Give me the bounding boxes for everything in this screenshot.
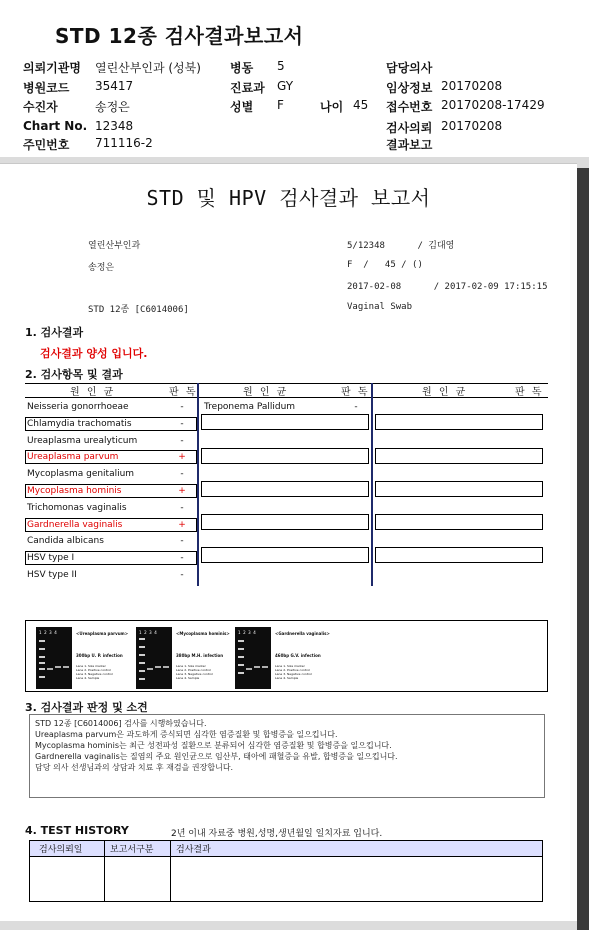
col-pathogen-2: 원 인 균	[243, 387, 289, 398]
marker-band	[39, 662, 45, 664]
marker-band	[139, 654, 145, 656]
marker-band	[39, 648, 45, 650]
marker-band	[39, 676, 45, 678]
info-clinic: 열린산부인과	[88, 241, 141, 251]
ward-label: 병동	[230, 61, 254, 75]
hospital-code-label: 병원코드	[23, 81, 70, 95]
gel-caption: <Ureaplasma parvum>	[76, 631, 129, 636]
sample-band	[163, 666, 169, 668]
opinion-line: Ureaplasma parvum은 과도하게 증식되면 심각한 염증질환 및 합병증을 일으킵니다.	[35, 730, 338, 739]
pathogen-name: Ureaplasma parvum	[27, 452, 119, 462]
gel-legend: Lane 1. Size marker Lane 2. Positive control Lane 3. Negative control Lane 4. Sample	[76, 664, 113, 680]
empty-result-box	[375, 514, 543, 530]
lane-numbers: 1 2 3 4	[39, 630, 57, 635]
doctor-label: 담당의사	[386, 61, 433, 75]
request-label: 검사의뢰	[386, 121, 433, 135]
gel-band-label: 380bp M.H. infection	[176, 653, 224, 658]
history-note: 2년 이내 자료중 병원,성명,생년월일 일치자료 입니다.	[171, 829, 383, 839]
info-patient: 송정은	[88, 263, 115, 273]
gel-band-label: 300bp U. P. infection	[76, 653, 123, 658]
sex-label: 성별	[230, 100, 254, 114]
pathogen-name: Neisseria gonorrhoeae	[27, 402, 129, 412]
chart-value: 12348	[95, 119, 134, 133]
sample-band	[147, 668, 153, 670]
marker-band	[39, 656, 45, 658]
col-pathogen-1: 원 인 균	[70, 387, 116, 398]
report-date-label: 결과보고	[386, 138, 433, 152]
positive-result-message: 검사결과 양성 입니다.	[40, 347, 148, 360]
marker-band	[238, 640, 244, 642]
opinion-line: STD 12종 [C6014006] 검사를 시행하였습니다.	[35, 719, 207, 728]
report-title: STD 12종 검사결과보고서	[55, 24, 304, 48]
col-judge-1: 판 독	[169, 387, 198, 398]
info-chart-doctor: 5/12348 / 김대영	[347, 241, 455, 251]
dept-value: GY	[277, 79, 294, 93]
dept-label: 진료과	[230, 81, 265, 95]
empty-result-box	[201, 514, 369, 530]
report-page-title: STD 및 HPV 검사결과 보고서	[146, 186, 431, 210]
marker-band	[139, 638, 145, 640]
opinion-line: Mycoplasma hominis는 최근 성전파성 질환으로 분류되어 심각한 염증질환 및 합병증을 일으킵니다.	[35, 741, 392, 750]
sample-band	[55, 666, 61, 668]
marker-band	[139, 678, 145, 680]
gel-photo	[235, 627, 271, 689]
column-divider-2	[371, 383, 373, 586]
resident-label: 주민번호	[23, 138, 70, 152]
history-header-row	[30, 841, 542, 857]
pathogen-name: Trichomonas vaginalis	[27, 503, 127, 513]
marker-band	[139, 670, 145, 672]
pathogen-name: HSV type I	[27, 553, 75, 563]
info-dates: 2017-02-08 / 2017-02-09 17:15:15	[347, 282, 548, 292]
pathogen-name: Mycoplasma hominis	[27, 486, 122, 496]
section-2-heading: 2. 검사항목 및 결과	[25, 368, 123, 381]
lane-numbers: 1 2 3 4	[139, 630, 157, 635]
request-value: 20170208	[441, 119, 503, 133]
info-sex-age: F / 45 / ()	[347, 260, 423, 270]
institution-value: 열린산부인과 (성북)	[95, 61, 201, 75]
col-judge-3: 판 독	[515, 387, 544, 398]
pathogen-name: HSV type II	[27, 570, 77, 580]
gel-legend: Lane 1. Size marker Lane 2. Positive control Lane 3. Negative control Lane 4. Sample	[275, 664, 312, 680]
history-col-date: 검사의뢰일	[39, 845, 83, 855]
pathogen-result: -	[180, 553, 184, 563]
empty-result-box	[201, 448, 369, 464]
chart-label: Chart No.	[23, 119, 88, 133]
history-col-sep	[104, 840, 105, 902]
gel-photo	[36, 627, 72, 689]
treponema-label: Treponema Pallidum	[204, 402, 296, 412]
pathogen-name: Gardnerella vaginalis	[27, 520, 123, 530]
opinion-line: Gardnerella vaginalis는 질염의 주요 원인균으로 임산부, 태아에 패혈증을 유발, 합병증을 일으킵니다.	[35, 752, 398, 761]
age-label: 나이	[320, 100, 344, 114]
sample-band	[246, 668, 252, 670]
sample-band	[47, 668, 53, 670]
marker-band	[139, 646, 145, 648]
column-divider-1	[197, 383, 199, 586]
clinical-value: 20170208	[441, 79, 503, 93]
gel-legend: Lane 1. Size marker Lane 2. Positive control Lane 3. Negative control Lane 4. Sample	[176, 664, 213, 680]
sample-band	[254, 666, 260, 668]
gel-band-label: 460bp G.V. infection	[275, 653, 321, 658]
empty-result-box	[201, 414, 369, 430]
marker-band	[139, 662, 145, 664]
institution-label: 의뢰기관명	[23, 61, 81, 75]
pathogen-result: -	[180, 469, 184, 479]
empty-result-box	[375, 414, 543, 430]
sample-band	[262, 666, 268, 668]
pathogen-result: -	[180, 503, 184, 513]
col-judge-2: 판 독	[341, 387, 370, 398]
pathogen-result: -	[180, 570, 184, 580]
sex-value: F	[277, 98, 284, 112]
marker-band	[39, 668, 45, 670]
section-1-heading: 1. 검사결과	[25, 326, 84, 339]
receipt-label: 접수번호	[386, 100, 433, 114]
gel-caption: <Gardnerella vaginalis>	[275, 631, 330, 636]
empty-result-box	[375, 448, 543, 464]
patient-label: 수진자	[23, 100, 58, 114]
age-value: 45	[353, 98, 369, 112]
info-specimen: Vaginal Swab	[347, 302, 413, 312]
pathogen-result: -	[180, 402, 184, 412]
pathogen-result: -	[180, 419, 184, 429]
pathogen-name: Mycoplasma genitalium	[27, 469, 135, 479]
resident-value: 711116-2	[95, 136, 153, 150]
lane-numbers: 1 2 3 4	[238, 630, 256, 635]
empty-result-box	[375, 547, 543, 563]
treponema-result: -	[354, 402, 358, 412]
empty-result-box	[201, 547, 369, 563]
vertical-scrollbar[interactable]	[577, 168, 589, 930]
marker-band	[238, 648, 244, 650]
receipt-value: 20170208-17429	[441, 98, 545, 112]
sample-band	[155, 666, 161, 668]
patient-value: 송정은	[95, 100, 130, 114]
marker-band	[39, 640, 45, 642]
empty-result-box	[375, 481, 543, 497]
empty-result-box	[201, 481, 369, 497]
pathogen-result: +	[178, 520, 186, 530]
col-pathogen-3: 원 인 균	[422, 387, 468, 398]
section-4-heading: 4. TEST HISTORY	[25, 824, 129, 837]
pathogen-result: -	[180, 436, 184, 446]
pathogen-result: -	[180, 536, 184, 546]
section-3-heading: 3. 검사결과 판정 및 소견	[25, 701, 148, 714]
hospital-code-value: 35417	[95, 79, 134, 93]
history-col-sep	[170, 840, 171, 902]
gel-caption: <Mycoplasma hominis>	[176, 631, 230, 636]
pathogen-result: +	[178, 452, 186, 462]
pathogen-name: Candida albicans	[27, 536, 104, 546]
marker-band	[238, 656, 244, 658]
opinion-line: 담당 의사 선생님과의 상담과 치료 후 재검을 권장합니다.	[35, 763, 234, 772]
history-col-result: 검사결과	[176, 845, 211, 855]
marker-band	[238, 664, 244, 666]
marker-band	[238, 672, 244, 674]
sample-band	[63, 666, 69, 668]
clinical-label: 임상정보	[386, 81, 433, 95]
pathogen-name: Ureaplasma urealyticum	[27, 436, 138, 446]
pathogen-name: Chlamydia trachomatis	[27, 419, 132, 429]
pathogen-result: +	[178, 486, 186, 496]
info-test: STD 12종 [C6014006]	[88, 305, 189, 315]
history-col-type: 보고서구분	[110, 845, 154, 855]
ward-value: 5	[277, 59, 285, 73]
opinion-box	[29, 714, 545, 798]
